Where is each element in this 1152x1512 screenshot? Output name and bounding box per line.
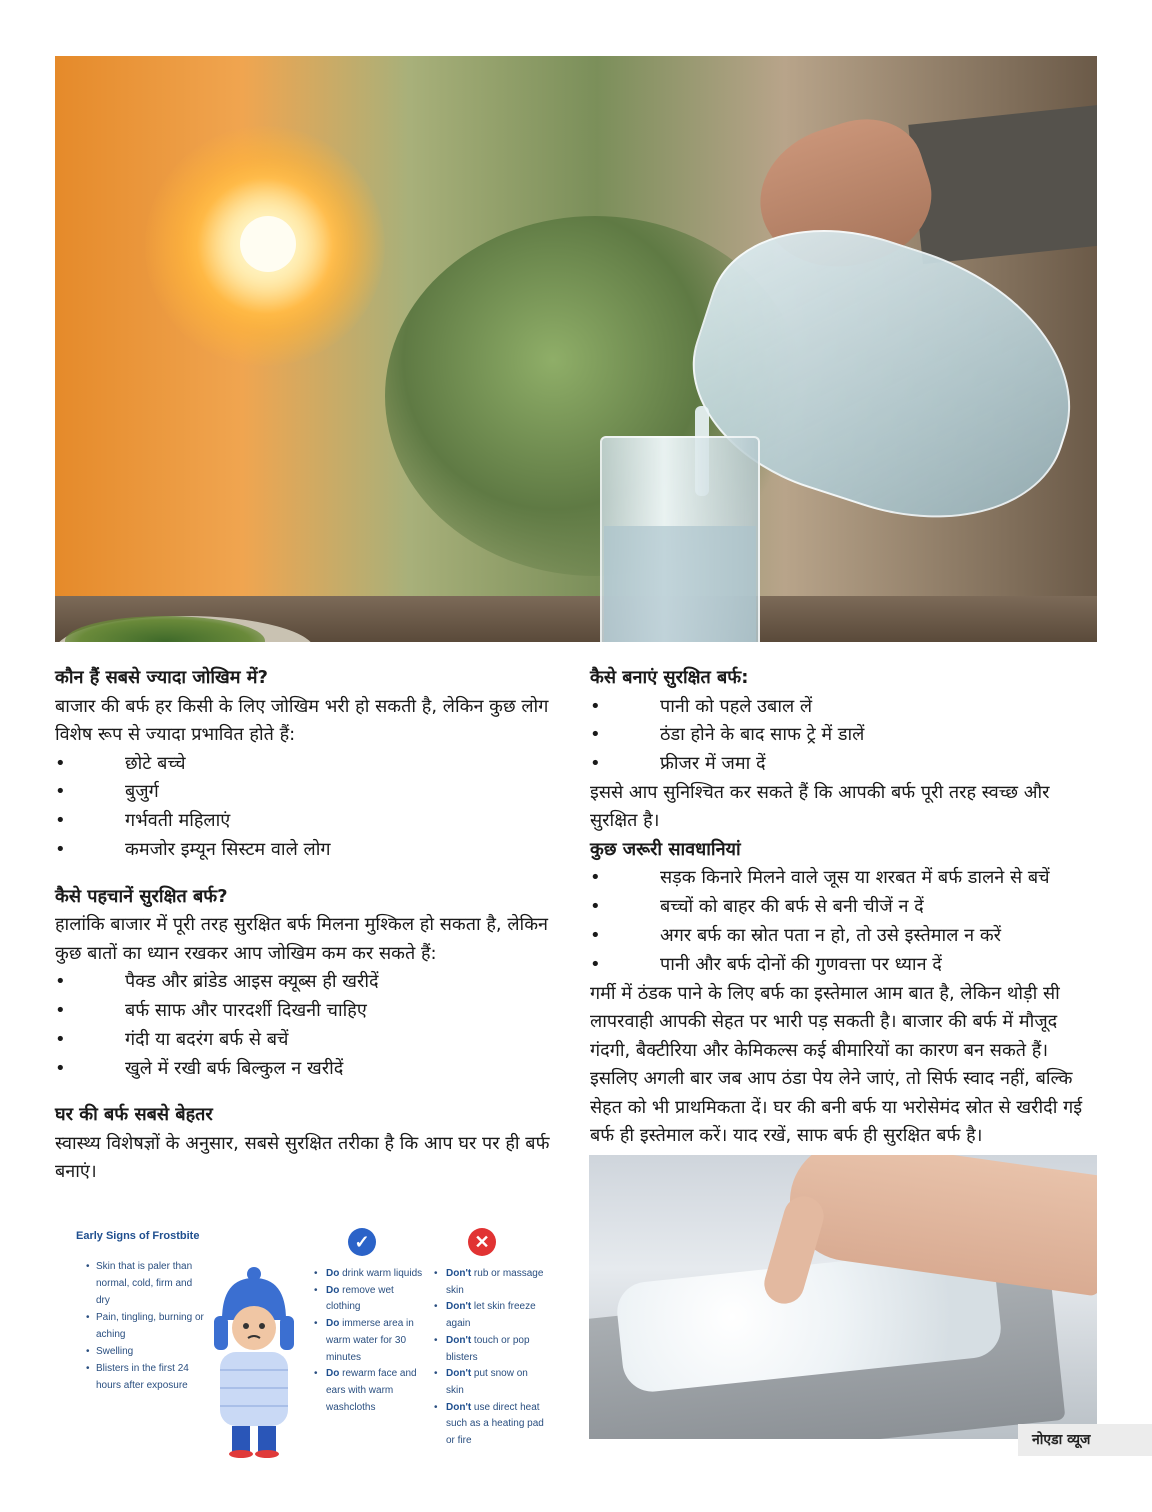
ice-tray-photo (589, 1155, 1097, 1439)
list-item (55, 778, 565, 807)
list-item-text: पानी और बर्फ दोनों की गुणवत्ता पर ध्यान दें (660, 953, 942, 975)
dont-text: put snow on skin (446, 1368, 528, 1396)
list-item-text: फ्रीजर में जमा दें (660, 753, 766, 775)
list-item (314, 1366, 424, 1416)
sun-core (240, 216, 296, 272)
sleeve (908, 100, 1097, 264)
list-item (55, 1026, 565, 1055)
dont-keyword: Don't (446, 1368, 472, 1380)
section-para-make-ice: इससे आप सुनिश्चित कर सकते हैं कि आपकी बर्फ पूरी तरह स्वच्छ और सुरक्षित है। (590, 781, 1050, 832)
bullet-dot: • (590, 695, 601, 717)
section-heading-make-ice: कैसे बनाएं सुरक्षित बर्फ: (590, 667, 749, 688)
list-item-text: छोटे बच्चे (125, 752, 186, 774)
conclusion-para-2: इसलिए अगली बार जब आप ठंडा पेय लेने जाएं, तो सिर्फ स्वाद नहीं, बल्कि सेहत को भी प्राथमिकता दें। घर की बनी बर्फ या भरोसेमंद स्रोत से खरीदी गई बर्फ ही इस्तेमाल करें। याद रखें, साफ बर्फ ही सुरक्षित बर्फ है। (590, 1068, 1083, 1147)
dont-keyword: Don't (446, 1334, 472, 1346)
do-keyword: Do (326, 1284, 340, 1296)
bullet-dot: • (55, 781, 66, 803)
bullet-dot: • (590, 867, 601, 889)
list-item (434, 1400, 544, 1450)
section-heading-risk: कौन हैं सबसे ज्यादा जोखिम में? (55, 667, 268, 688)
list-item (434, 1299, 544, 1332)
list-item (590, 750, 1100, 779)
bullet-dot: • (590, 724, 601, 746)
list-item (314, 1316, 424, 1366)
bullet-dot: • (55, 810, 66, 832)
list-item-text: बच्चों को बाहर की बर्फ से बनी चीजें न दें (660, 896, 924, 918)
left-column (55, 664, 565, 1187)
section-para-risk: बाजार की बर्फ हर किसी के लिए जोखिम भरी हो सकती है, लेकिन कुछ लोग विशेष रूप से ज्यादा प्रभावित होते हैं: (55, 695, 549, 745)
list-item (590, 693, 1100, 722)
list-item (55, 750, 565, 779)
list-item (434, 1266, 544, 1299)
section-heading-precautions: कुछ जरूरी सावधानियां (590, 838, 741, 860)
bullet-dot: • (590, 924, 601, 946)
list-item-text: गर्भवती महिलाएं (125, 810, 231, 832)
section-heading-home-ice: घर की बर्फ सबसे बेहतर (55, 1104, 213, 1126)
list-item-text: गंदी या बदरंग बर्फ से बचें (125, 1028, 289, 1050)
do-text: rewarm face and ears with warm washcloths (326, 1368, 417, 1413)
check-icon: ✓ (348, 1228, 376, 1256)
frostbite-infographic (68, 1222, 544, 1458)
list-item: • Skin that is paler than normal, cold, firm and dry (86, 1258, 206, 1309)
dont-text: rub or massage skin (446, 1268, 544, 1296)
right-column (590, 664, 1100, 1151)
child-in-winter-clothes-illustration (206, 1266, 302, 1458)
bullet-dot: • (55, 838, 66, 860)
bullet-dot: • (55, 752, 66, 774)
list-item-text: कमजोर इम्यून सिस्टम वाले लोग (125, 838, 331, 860)
frostbite-signs-list (86, 1258, 206, 1394)
frostbite-do-list (314, 1266, 424, 1416)
hero-photo-water-pouring (55, 56, 1097, 642)
publication-badge: नोएडा व्यूज (1018, 1424, 1152, 1456)
list-item (590, 893, 1100, 922)
bullet-dot: • (590, 953, 601, 975)
list-item (55, 1055, 565, 1084)
frostbite-dont-list (434, 1266, 544, 1450)
dont-keyword: Don't (446, 1401, 472, 1413)
cross-icon: ✕ (468, 1228, 496, 1256)
list-item-text: ठंडा होने के बाद साफ ट्रे में डालें (660, 724, 865, 746)
list-item-text: पानी को पहले उबाल लें (660, 695, 813, 717)
section-para-home-ice: स्वास्थ्य विशेषज्ञों के अनुसार, सबसे सुरक्षित तरीका है कि आप घर पर ही बर्फ बनाएं। (55, 1132, 550, 1183)
make-ice-list (590, 693, 1100, 779)
identify-list (55, 968, 565, 1083)
list-item-text: पैक्ड और ब्रांडेड आइस क्यूब्स ही खरीदें (125, 971, 379, 993)
list-item (434, 1366, 544, 1399)
list-item (590, 951, 1100, 980)
list-item (55, 836, 565, 865)
dont-text: let skin freeze again (446, 1301, 536, 1330)
list-item-text: खुले में रखी बर्फ बिल्कुल न खरीदें (125, 1057, 344, 1079)
list-item-text: बर्फ साफ और पारदर्शी दिखनी चाहिए (125, 999, 367, 1021)
list-item-text: सड़क किनारे मिलने वाले जूस या शरबत में बर्फ डालने से बचें (660, 867, 1050, 889)
bullet-dot: • (55, 971, 66, 993)
do-keyword: Do (326, 1368, 340, 1380)
glass-water (604, 526, 756, 642)
list-item (55, 807, 565, 836)
dont-keyword: Don't (446, 1268, 472, 1279)
bullet-dot: • (55, 999, 66, 1021)
do-text: immerse area in warm water for 30 minutes (326, 1318, 414, 1363)
dont-text: use direct heat such as a heating pad or fire (446, 1401, 544, 1447)
do-keyword: Do (326, 1268, 340, 1279)
list-item (55, 997, 565, 1026)
conclusion-para-1: गर्मी में ठंडक पाने के लिए बर्फ का इस्तेमाल आम बात है, लेकिन थोड़ी सी लापरवाही आपकी सेहत पर भारी पड़ सकती है। बाजार की बर्फ में मौजूद गंदगी, बैक्टीरिया और केमिकल्स कई बीमारियों का कारण बन सकते हैं। (590, 982, 1060, 1061)
precautions-list (590, 864, 1100, 979)
bullet-dot: • (55, 1028, 66, 1050)
do-text: remove wet clothing (326, 1284, 394, 1313)
dont-text: touch or pop blisters (446, 1334, 530, 1363)
frostbite-title: Early Signs of Frostbite (76, 1230, 200, 1242)
do-text: drink warm liquids (339, 1268, 423, 1279)
list-item (55, 968, 565, 997)
list-item: • Blisters in the first 24 hours after exposure (86, 1360, 206, 1394)
list-item-text: अगर बर्फ का स्रोत पता न हो, तो उसे इस्तेमाल न करें (660, 924, 1002, 946)
list-item: • Swelling (86, 1343, 206, 1360)
risk-list (55, 750, 565, 865)
section-para-identify: हालांकि बाजार में पूरी तरह सुरक्षित बर्फ मिलना मुश्किल हो सकता है, लेकिन कुछ बातों का ध्यान रखकर आप जोखिम कम कर सकते हैं: (55, 914, 549, 964)
list-item-text: बुजुर्ग (125, 781, 159, 803)
section-heading-identify: कैसे पहचानें सुरक्षित बर्फ? (55, 885, 228, 907)
list-item (590, 864, 1100, 893)
list-item: • Pain, tingling, burning or aching (86, 1309, 206, 1343)
list-item (314, 1266, 424, 1283)
dont-keyword: Don't (446, 1301, 472, 1313)
list-item (590, 922, 1100, 951)
list-item (314, 1283, 424, 1316)
list-item (434, 1333, 544, 1366)
list-item (590, 721, 1100, 750)
do-keyword: Do (326, 1318, 340, 1330)
bullet-dot: • (590, 896, 601, 918)
bullet-dot: • (590, 753, 601, 775)
bullet-dot: • (55, 1057, 66, 1079)
